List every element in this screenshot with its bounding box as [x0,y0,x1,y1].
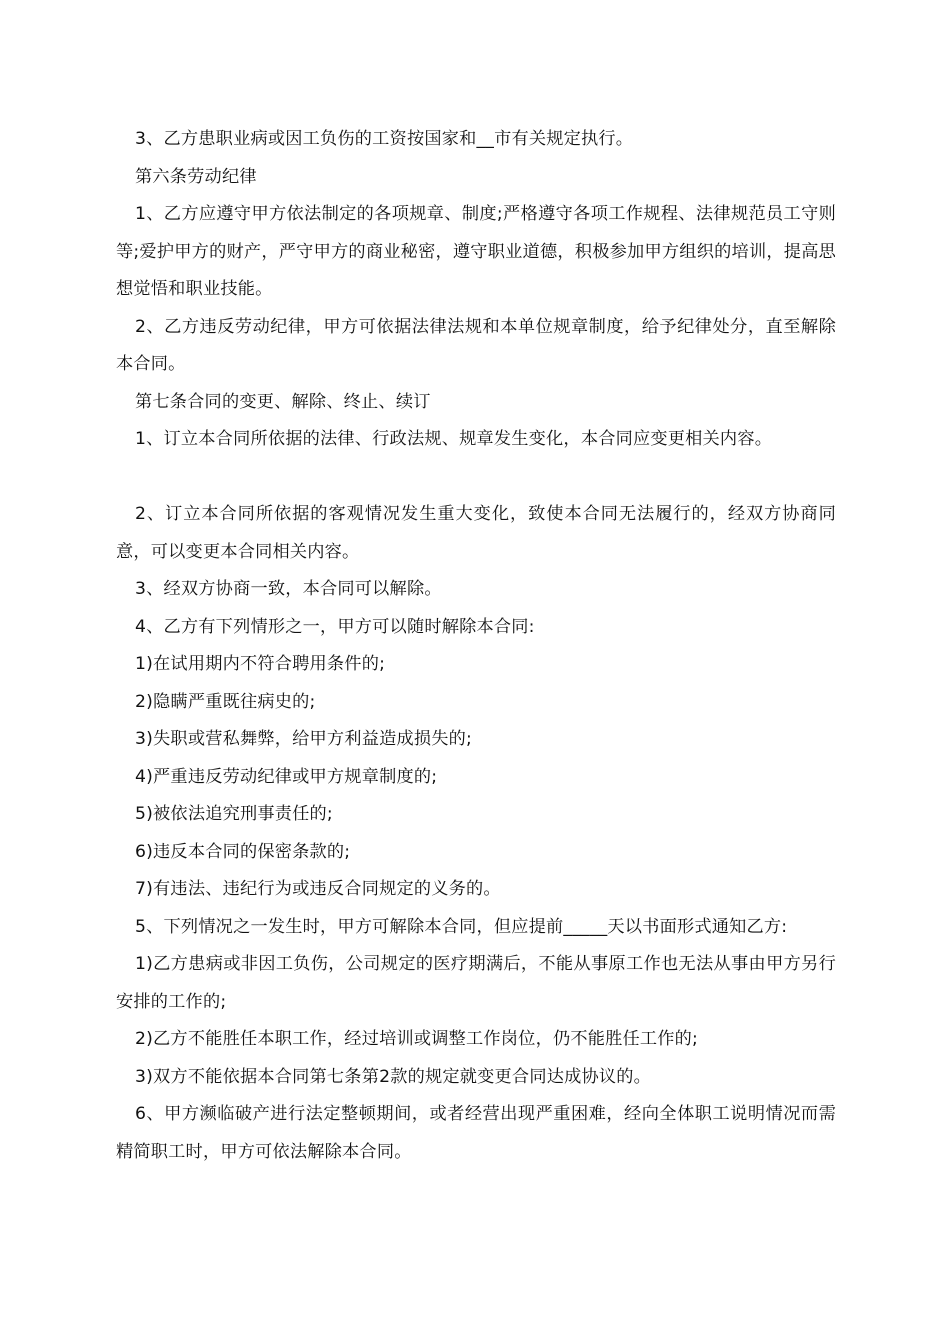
list-item: 2)乙方不能胜任本职工作，经过培训或调整工作岗位，仍不能胜任工作的; [135,1029,699,1049]
paragraph-change-4: 4、乙方有下列情形之一，甲方可以随时解除本合同: [135,616,535,637]
list-item: 3)双方不能依据本合同第七条第2款的规定就变更合同达成协议的。 [135,1066,652,1087]
document-body [116,121,836,1171]
list-item: 4)严重违反劳动纪律或甲方规章制度的; [135,766,438,787]
list-item: 6)违反本合同的保密条款的; [135,841,351,862]
paragraph-change-1: 1、订立本合同所依据的法律、行政法规、规章发生变化，本合同应变更相关内容。 [135,429,773,449]
paragraph-wage-occupational-disease: 3、乙方患职业病或因工负伤的工资按国家和__市有关规定执行。 [135,129,634,149]
list-item: 5)被依法追究刑事责任的; [135,804,333,824]
list-item: 3)失职或营私舞弊，给甲方利益造成损失的; [135,729,473,749]
paragraph-change-2: 2、订立本合同所依据的客观情况发生重大变化，致使本合同无法履行的，经双方协商同意，可以变更本合同相关内容。 [116,504,836,562]
blank-line [116,459,836,497]
list-item: 7)有违法、违纪行为或违反合同规定的义务的。 [135,879,501,899]
paragraph-change-6: 6、甲方濒临破产进行法定整顿期间，或者经营出现严重困难，经向全体职工说明情况而需精简职工时，甲方可依法解除本合同。 [116,1104,836,1162]
section-heading-contract-changes: 第七条合同的变更、解除、终止、续订 [135,391,431,412]
paragraph-change-3: 3、经双方协商一致，本合同可以解除。 [135,579,442,599]
list-item: 1)在试用期内不符合聘用条件的; [135,654,386,674]
section-heading-labor-discipline: 第六条劳动纪律 [135,166,257,187]
list-item: 2)隐瞒严重既往病史的; [135,691,316,712]
paragraph-discipline-1: 1、乙方应遵守甲方依法制定的各项规章、制度;严格遵守各项工作规程、法律规范员工守则等;爱护甲方的财产，严守甲方的商业秘密，遵守职业道德，积极参加甲方组织的培训，提高思想觉悟和职业技能。 [116,204,836,299]
paragraph-change-5: 5、下列情况之一发生时，甲方可解除本合同，但应提前_____天以书面形式通知乙方: [135,916,788,937]
list-item: 1)乙方患病或非因工负伤，公司规定的医疗期满后，不能从事原工作也无法从事由甲方另行安排的工作的; [116,954,836,1012]
paragraph-discipline-2: 2、乙方违反劳动纪律，甲方可依据法律法规和本单位规章制度，给予纪律处分，直至解除本合同。 [116,316,836,374]
